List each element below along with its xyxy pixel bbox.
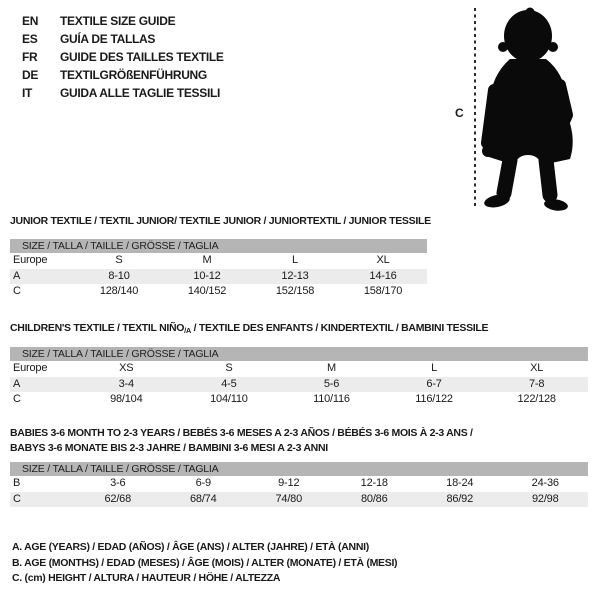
language-row bbox=[22, 66, 224, 84]
language-code: ES bbox=[22, 32, 38, 46]
value-cell: 14-16 bbox=[369, 269, 397, 282]
language-title: GUIDE DES TAILLES TEXTILE bbox=[60, 50, 224, 64]
language-row bbox=[22, 48, 224, 66]
children-title-post: / TEXTILE DES ENFANTS / KINDERTEXTIL / BAMBINI TESSILE bbox=[191, 322, 489, 334]
language-title: GUIDA ALLE TAGLIE TESSILI bbox=[60, 86, 221, 100]
value-cell: 140/152 bbox=[187, 285, 227, 297]
value-cell: 116/122 bbox=[415, 393, 453, 405]
junior-table-title: JUNIOR TEXTILE / TEXTIL JUNIOR/ TEXTILE JUNIOR / JUNIORTEXTIL / JUNIOR TESSILE bbox=[10, 215, 431, 227]
value-cell: 18-24 bbox=[446, 477, 474, 489]
value-cell: S bbox=[225, 362, 233, 374]
table-row bbox=[10, 269, 427, 285]
language-code: DE bbox=[22, 68, 39, 82]
value-cell: 6-7 bbox=[426, 377, 442, 390]
value-cell: 8-10 bbox=[108, 269, 130, 282]
value-cell: M bbox=[327, 362, 336, 374]
row-label-cell: A bbox=[13, 269, 21, 282]
height-measure-label: C bbox=[455, 106, 464, 120]
footnote-b: B. AGE (MONTHS) / EDAD (MESES) / ÂGE (MOIS) / ALTER (MONATE) / ETÀ (MESI) bbox=[12, 556, 398, 569]
value-cell: L bbox=[431, 362, 438, 374]
value-cell: XS bbox=[119, 362, 134, 374]
row-label-cell: C bbox=[13, 393, 21, 405]
row-label-cell: C bbox=[13, 285, 21, 297]
children-title-sub: /A bbox=[184, 326, 192, 335]
language-title: GUÍA DE TALLAS bbox=[60, 32, 156, 46]
babies-size-table bbox=[10, 462, 588, 507]
value-cell: 4-5 bbox=[221, 377, 237, 390]
language-title: TEXTILGRÖßENFÜHRUNG bbox=[60, 68, 207, 82]
table-row bbox=[10, 253, 427, 269]
table-body bbox=[10, 476, 588, 507]
value-cell: XL bbox=[530, 362, 544, 374]
value-cell: 3-6 bbox=[110, 477, 126, 489]
language-title: TEXTILE SIZE GUIDE bbox=[60, 14, 176, 28]
table-row bbox=[10, 284, 427, 300]
toddler-silhouette-icon bbox=[450, 5, 595, 217]
children-title-pre: CHILDREN'S TEXTILE / TEXTIL NIÑO bbox=[10, 322, 185, 334]
language-code: FR bbox=[22, 50, 38, 64]
language-row bbox=[22, 84, 224, 102]
value-cell: 74/80 bbox=[275, 492, 303, 505]
value-cell: 68/74 bbox=[189, 492, 217, 505]
value-cell: 86/92 bbox=[446, 492, 474, 505]
language-code: EN bbox=[22, 14, 39, 28]
junior-size-table bbox=[10, 239, 427, 300]
language-row bbox=[22, 12, 224, 30]
value-cell: 92/98 bbox=[531, 492, 559, 505]
table-row bbox=[10, 492, 588, 508]
value-cell: 12-13 bbox=[281, 269, 309, 282]
row-label-cell: B bbox=[13, 477, 21, 489]
language-row bbox=[22, 30, 224, 48]
value-cell: 3-4 bbox=[118, 377, 134, 390]
value-cell: 5-6 bbox=[323, 377, 340, 390]
row-label-cell: Europe bbox=[13, 362, 48, 374]
table-row bbox=[10, 377, 588, 393]
value-cell: 158/170 bbox=[363, 285, 403, 297]
size-header-bar: SIZE / TALLA / TAILLE / GRÖSSE / TAGLIA bbox=[10, 239, 427, 253]
value-cell: 10-12 bbox=[193, 269, 221, 282]
language-title-list bbox=[22, 12, 224, 102]
row-label-cell: A bbox=[13, 377, 21, 390]
children-table-title bbox=[10, 322, 488, 335]
value-cell: 62/68 bbox=[104, 492, 132, 505]
value-cell: M bbox=[202, 254, 212, 266]
value-cell: 9-12 bbox=[278, 477, 300, 489]
size-header-bar: SIZE / TALLA / TAILLE / GRÖSSE / TAGLIA bbox=[10, 347, 588, 361]
footnotes bbox=[12, 540, 397, 587]
row-label-cell: Europe bbox=[13, 254, 48, 266]
table-body bbox=[10, 253, 427, 300]
value-cell: 122/128 bbox=[517, 393, 556, 405]
table-body bbox=[10, 361, 588, 408]
value-cell: 98/104 bbox=[110, 393, 143, 405]
children-size-table bbox=[10, 347, 588, 408]
value-cell: 12-18 bbox=[360, 477, 388, 489]
size-header-bar: SIZE / TALLA / TAILLE / GRÖSSE / TAGLIA bbox=[10, 462, 588, 476]
footnote-a: A. AGE (YEARS) / EDAD (AÑOS) / ÂGE (ANS) / ALTER (JAHRE) / ETÀ (ANNI) bbox=[12, 541, 369, 553]
value-cell: S bbox=[115, 254, 123, 266]
value-cell: L bbox=[292, 254, 298, 266]
language-code: IT bbox=[22, 86, 33, 100]
value-cell: 104/110 bbox=[210, 393, 248, 405]
size-guide-figure bbox=[450, 5, 595, 217]
toddler-silhouette bbox=[482, 8, 573, 213]
value-cell: 6-9 bbox=[195, 477, 211, 489]
babies-title-line1: BABIES 3-6 MONTH TO 2-3 YEARS / BEBÉS 3-6 MESES A 2-3 AÑOS / BÉBÉS 3-6 MOIS À 2-3 ANS / bbox=[10, 427, 473, 439]
value-cell: 80/86 bbox=[360, 492, 388, 505]
babies-table-title bbox=[10, 426, 473, 456]
footnote-c: C. (cm) HEIGHT / ALTURA / HAUTEUR / HÖHE / ALTEZZA bbox=[12, 572, 281, 584]
value-cell: 7-8 bbox=[529, 377, 545, 390]
value-cell: XL bbox=[376, 254, 390, 266]
value-cell: 110/116 bbox=[313, 393, 350, 405]
babies-title-line2: BABYS 3-6 MONATE BIS 2-3 JAHRE / BAMBINI 3-6 MESI A 2-3 ANNI bbox=[10, 442, 328, 454]
table-row bbox=[10, 392, 588, 408]
value-cell: 152/158 bbox=[275, 285, 315, 297]
value-cell: 128/140 bbox=[99, 285, 139, 297]
table-row bbox=[10, 361, 588, 377]
table-row bbox=[10, 476, 588, 492]
row-label-cell: C bbox=[13, 492, 21, 505]
value-cell: 24-36 bbox=[531, 477, 559, 489]
